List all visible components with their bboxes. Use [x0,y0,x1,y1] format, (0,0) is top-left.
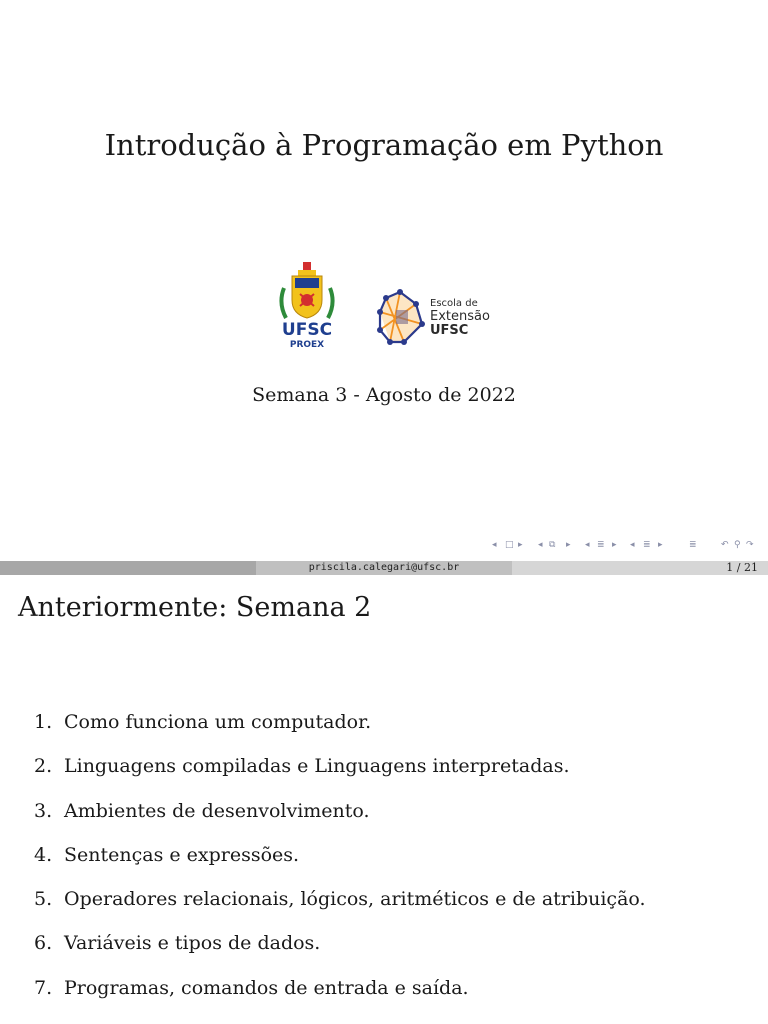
topic-list [34,711,646,1021]
nav-section-prev-icon[interactable]: ◂ [585,540,590,550]
item-number: 6. [34,932,53,955]
nav-document-icon[interactable]: ≣ [689,540,697,550]
item-text: Programas, comandos de entrada e saída. [64,976,469,999]
list-item [34,755,646,799]
nav-subsection-next-icon[interactable]: ▸ [566,540,571,550]
nav-subsection-prev-icon[interactable]: ◂ [538,540,543,550]
item-text: Como funciona um computador. [64,711,372,733]
ufsc-proex-logo [276,258,338,353]
list-item [34,844,646,888]
item-number: 1. [34,711,53,733]
nav-part-prev-icon[interactable]: ◂ [630,540,635,550]
item-text: Ambientes de desenvolvimento. [64,799,370,822]
item-number: 7. [34,976,53,999]
nav-part-icon[interactable]: ≣ [643,540,651,550]
item-number: 5. [34,888,53,911]
footer-right [512,561,768,575]
logo-proex-text: PROEX [289,340,325,350]
logo-ufsc-text: UFSC [281,320,333,340]
list-item [34,711,646,755]
nav-frame-prev-icon[interactable]: ◂ [492,540,497,550]
nav-section-next-icon[interactable]: ▸ [612,540,617,550]
nav-frame-next-icon[interactable]: ▸ [518,540,523,550]
nav-section-icon[interactable]: ≣ [597,540,605,550]
logo-extensao-line2: Extensão [430,309,490,324]
item-text: Operadores relacionais, lógicos, aritméticos e de atribuição. [64,888,646,911]
list-item [34,977,646,1021]
list-item [34,888,646,932]
escola-extensao-logo [366,288,506,358]
item-text: Linguagens compiladas e Linguagens interpretadas. [64,755,570,778]
nav-search-icon[interactable]: ⚲ [734,540,741,550]
nav-frame-icon[interactable]: □ [505,540,514,550]
page-number: 1 / 21 [726,561,758,574]
nav-subsection-icon[interactable]: ⧉ [549,540,556,550]
logo-extensao-line3: UFSC [430,323,469,338]
nav-part-next-icon[interactable]: ▸ [658,540,663,550]
nav-back-icon[interactable]: ↶ [721,540,729,550]
item-number: 4. [34,843,53,866]
slide-title: Anteriormente: Semana 2 [18,592,372,623]
item-number: 2. [34,755,53,778]
list-item [34,800,646,844]
nav-forward-icon[interactable]: ↷ [746,540,754,550]
logos [276,258,506,353]
slide-subtitle: Semana 3 - Agosto de 2022 [252,384,516,406]
footer-left [0,561,256,575]
slide-title: Introdução à Programação em Python [104,128,664,162]
slide-2 [0,575,768,1024]
logo-extensao-line1: Escola de [430,298,478,309]
slide-footer [0,561,768,575]
item-text: Variáveis e tipos de dados. [64,932,321,955]
beamer-navigation [488,540,768,556]
item-number: 3. [34,799,53,822]
footer-email: priscila.calegari@ufsc.br [256,561,512,575]
list-item [34,932,646,976]
item-text: Sentenças e expressões. [64,843,300,866]
